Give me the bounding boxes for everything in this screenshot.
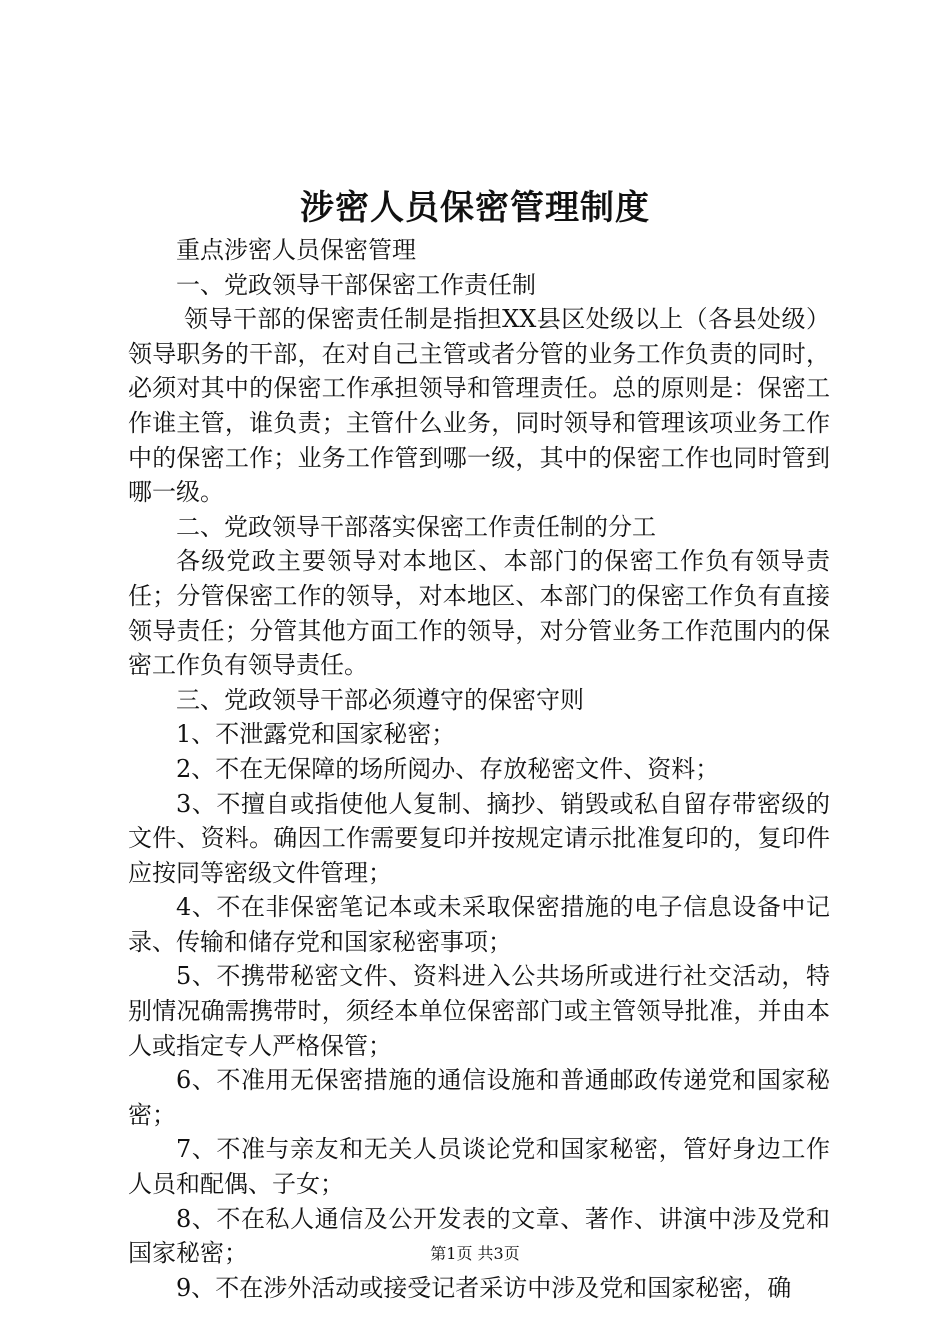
rule-item-8: 8、不在私人通信及公开发表的文章、著作、讲演中涉及党和国家秘密； — [128, 1204, 830, 1268]
section-heading-3: 三、党政领导干部必须遵守的保密守则 — [176, 685, 584, 714]
rule-item-2: 2、不在无保障的场所阅办、存放秘密文件、资料； — [176, 754, 720, 783]
page-footer: 第1页 共3页 — [430, 1244, 520, 1263]
paragraph-division: 各级党政主要领导对本地区、本部门的保密工作负有领导责任；分管保密工作的领导，对本地区、本部门的保密工作负有直接领导责任；分管其他方面工作的领导，对分管业务工作范围内的保密工作负有领导责任。 — [128, 547, 830, 680]
rule-item-9: 9、不在涉外活动或接受记者采访中涉及党和国家秘密，确 — [176, 1273, 792, 1302]
rule-item-1: 1、不泄露党和国家秘密； — [176, 720, 456, 749]
rule-item-3: 3、不擅自或指使他人复制、摘抄、销毁或私自留存带密级的文件、资料。确因工作需要复印并按规定请示批准复印的，复印件应按同等密级文件管理； — [128, 789, 830, 887]
document-body — [128, 233, 830, 1305]
section-heading-2: 二、党政领导干部落实保密工作责任制的分工 — [176, 512, 656, 541]
rule-item-7: 7、不准与亲友和无关人员谈论党和国家秘密，管好身边工作人员和配偶、子女； — [128, 1135, 830, 1199]
paragraph-responsibility: 领导干部的保密责任制是指担XX县区处级以上（各县处级）领导职务的干部，在对自己主管或者分管的业务工作负责的同时，必须对其中的保密工作承担领导和管理责任。总的原则是：保密工作谁主管，谁负责；主管什么业务，同时领导和管理该项业务工作中的保密工作；业务工作管到哪一级，其中的保密工作也同时管到哪一级。 — [128, 305, 830, 507]
paragraph-subtitle: 重点涉密人员保密管理 — [176, 236, 416, 264]
rule-item-5: 5、不携带秘密文件、资料进入公共场所或进行社交活动，特别情况确需携带时，须经本单位保密部门或主管领导批准，并由本人或指定专人严格保管； — [128, 962, 830, 1060]
rule-item-4: 4、不在非保密笔记本或未采取保密措施的电子信息设备中记录、传输和储存党和国家秘密事项； — [128, 893, 830, 956]
section-heading-1: 一、党政领导干部保密工作责任制 — [176, 270, 536, 299]
rule-item-6: 6、不准用无保密措施的通信设施和普通邮政传递党和国家秘密； — [128, 1066, 830, 1129]
document-title: 涉密人员保密管理制度 — [300, 188, 650, 228]
